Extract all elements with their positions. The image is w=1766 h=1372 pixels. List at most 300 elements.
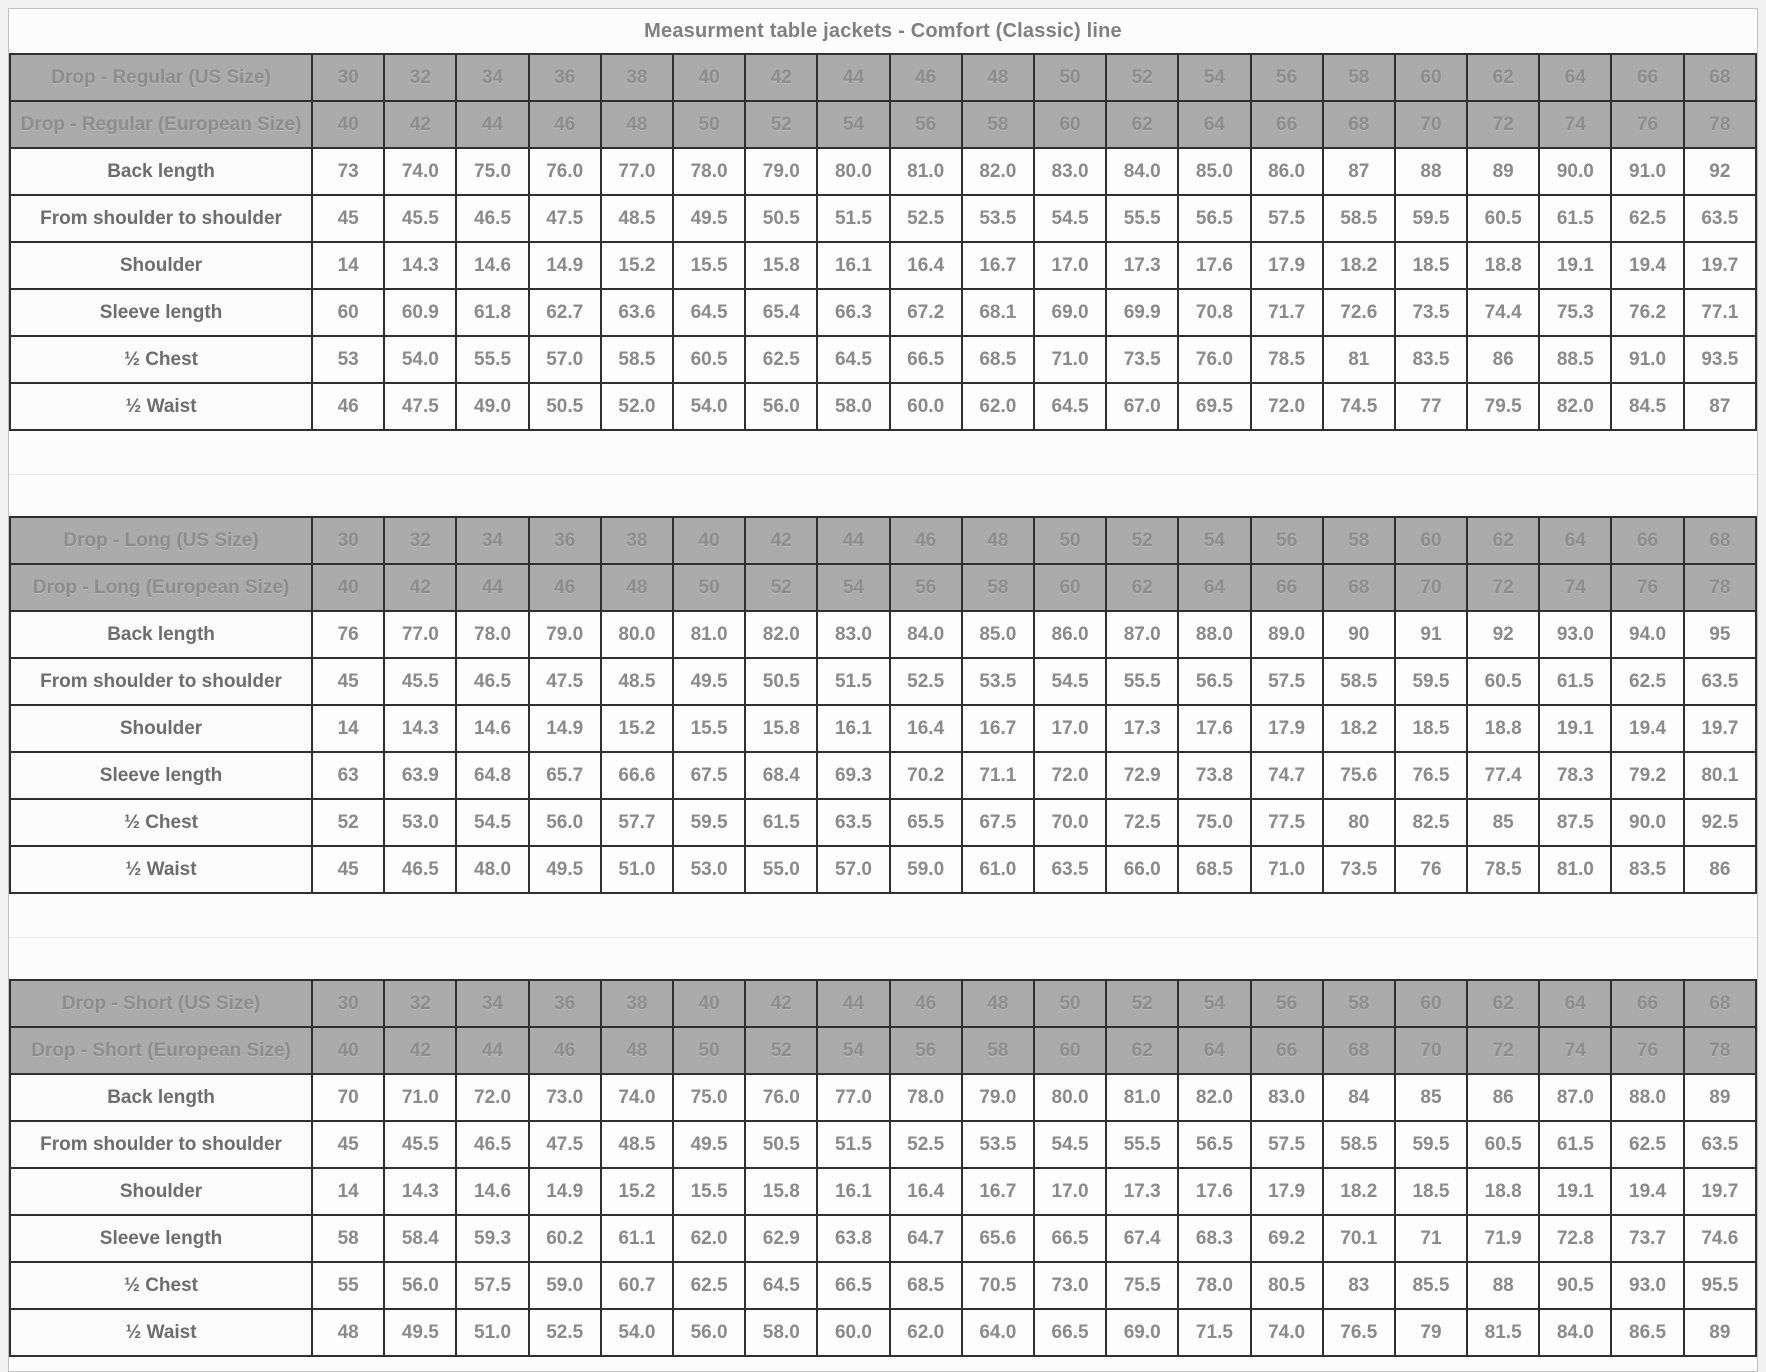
measurement-value-cell: 67.5 xyxy=(962,799,1034,846)
eu-size-cell: 76 xyxy=(1611,101,1683,148)
measurement-value-cell: 75.0 xyxy=(456,148,528,195)
us-size-header-row xyxy=(10,54,1756,101)
measurement-value-cell: 47.5 xyxy=(529,195,601,242)
measurement-value-cell: 82.0 xyxy=(1178,1074,1250,1121)
measurement-value-cell: 56.5 xyxy=(1178,658,1250,705)
measurement-value-cell: 81.0 xyxy=(1106,1074,1178,1121)
eu-size-cell: 78 xyxy=(1684,101,1756,148)
us-size-cell: 32 xyxy=(384,517,456,564)
measurement-value-cell: 89 xyxy=(1684,1074,1756,1121)
measurement-value-cell: 18.5 xyxy=(1395,1168,1467,1215)
measurement-value-cell: 68.4 xyxy=(745,752,817,799)
us-size-cell: 56 xyxy=(1251,980,1323,1027)
measurement-value-cell: 18.5 xyxy=(1395,705,1467,752)
measurement-value-cell: 68.3 xyxy=(1178,1215,1250,1262)
us-size-cell: 64 xyxy=(1539,517,1611,564)
measurement-value-cell: 85.0 xyxy=(962,611,1034,658)
row-label-cell: From shoulder to shoulder xyxy=(10,195,312,242)
measurement-value-cell: 89 xyxy=(1467,148,1539,195)
sections-host xyxy=(9,53,1757,1357)
eu-size-cell: 54 xyxy=(817,101,889,148)
measurement-value-cell: 73 xyxy=(312,148,384,195)
measurement-value-cell: 48.0 xyxy=(456,846,528,893)
measurement-value-cell: 81.0 xyxy=(1539,846,1611,893)
measurement-row xyxy=(10,383,1756,430)
measurement-value-cell: 61.5 xyxy=(1539,1121,1611,1168)
measurement-value-cell: 45 xyxy=(312,1121,384,1168)
eu-size-cell: 48 xyxy=(601,101,673,148)
measurement-value-cell: 61.8 xyxy=(456,289,528,336)
eu-size-cell: 56 xyxy=(890,1027,962,1074)
measurement-value-cell: 54.0 xyxy=(673,383,745,430)
eu-size-cell: 48 xyxy=(601,1027,673,1074)
eu-size-cell: 68 xyxy=(1323,101,1395,148)
measurement-value-cell: 59.5 xyxy=(673,799,745,846)
measurement-value-cell: 86 xyxy=(1467,336,1539,383)
measurement-value-cell: 15.2 xyxy=(601,1168,673,1215)
us-size-cell: 66 xyxy=(1611,980,1683,1027)
measurement-value-cell: 91.0 xyxy=(1611,148,1683,195)
measurement-value-cell: 64.8 xyxy=(456,752,528,799)
measurement-value-cell: 72.6 xyxy=(1323,289,1395,336)
measurement-value-cell: 56.0 xyxy=(384,1262,456,1309)
measurement-value-cell: 47.5 xyxy=(529,1121,601,1168)
row-label-cell: ½ Waist xyxy=(10,846,312,893)
measurement-value-cell: 45 xyxy=(312,658,384,705)
measurement-value-cell: 89 xyxy=(1684,1309,1756,1356)
measurement-value-cell: 77.5 xyxy=(1251,799,1323,846)
measurement-value-cell: 80.0 xyxy=(601,611,673,658)
measurement-value-cell: 88.0 xyxy=(1178,611,1250,658)
row-label-cell: Back length xyxy=(10,611,312,658)
measurement-value-cell: 74.0 xyxy=(1251,1309,1323,1356)
measurement-value-cell: 17.9 xyxy=(1251,705,1323,752)
row-label-cell: ½ Chest xyxy=(10,336,312,383)
us-size-cell: 42 xyxy=(745,980,817,1027)
measurement-value-cell: 76.0 xyxy=(1178,336,1250,383)
us-size-cell: 38 xyxy=(601,517,673,564)
measurement-value-cell: 75.3 xyxy=(1539,289,1611,336)
eu-size-cell: 56 xyxy=(890,101,962,148)
measurement-value-cell: 16.4 xyxy=(890,1168,962,1215)
measurement-value-cell: 75.0 xyxy=(1178,799,1250,846)
measurement-value-cell: 57.5 xyxy=(1251,195,1323,242)
measurement-value-cell: 19.7 xyxy=(1684,242,1756,289)
eu-size-cell: 68 xyxy=(1323,564,1395,611)
measurement-value-cell: 78.0 xyxy=(890,1074,962,1121)
measurement-row xyxy=(10,705,1756,752)
us-size-cell: 68 xyxy=(1684,54,1756,101)
measurement-value-cell: 55.5 xyxy=(1106,195,1178,242)
measurement-value-cell: 53 xyxy=(312,336,384,383)
eu-size-cell: 42 xyxy=(384,564,456,611)
measurement-value-cell: 64.5 xyxy=(745,1262,817,1309)
measurement-value-cell: 46.5 xyxy=(456,1121,528,1168)
measurement-value-cell: 88.5 xyxy=(1539,336,1611,383)
measurement-value-cell: 18.2 xyxy=(1323,705,1395,752)
us-size-cell: 34 xyxy=(456,517,528,564)
measurement-value-cell: 77.0 xyxy=(601,148,673,195)
us-size-cell: 54 xyxy=(1178,980,1250,1027)
us-size-cell: 46 xyxy=(890,980,962,1027)
eu-size-cell: 58 xyxy=(962,564,1034,611)
measurement-value-cell: 83.5 xyxy=(1395,336,1467,383)
measurement-value-cell: 73.8 xyxy=(1178,752,1250,799)
measurement-value-cell: 60.5 xyxy=(1467,195,1539,242)
measurement-value-cell: 51.5 xyxy=(817,658,889,705)
eu-size-cell: 76 xyxy=(1611,1027,1683,1074)
eu-size-cell: 62 xyxy=(1106,564,1178,611)
us-size-cell: 48 xyxy=(962,980,1034,1027)
row-label-cell: ½ Chest xyxy=(10,1262,312,1309)
eu-size-cell: 74 xyxy=(1539,101,1611,148)
measurement-value-cell: 51.0 xyxy=(456,1309,528,1356)
measurement-value-cell: 64.5 xyxy=(1034,383,1106,430)
measurement-value-cell: 84.5 xyxy=(1611,383,1683,430)
us-size-cell: 60 xyxy=(1395,54,1467,101)
us-size-cell: 44 xyxy=(817,54,889,101)
measurement-value-cell: 62.0 xyxy=(890,1309,962,1356)
measurement-value-cell: 73.5 xyxy=(1106,336,1178,383)
measurement-value-cell: 17.3 xyxy=(1106,1168,1178,1215)
measurement-value-cell: 74.4 xyxy=(1467,289,1539,336)
measurement-value-cell: 17.3 xyxy=(1106,705,1178,752)
us-size-cell: 34 xyxy=(456,980,528,1027)
us-size-cell: 68 xyxy=(1684,980,1756,1027)
measurement-value-cell: 17.9 xyxy=(1251,242,1323,289)
measurement-value-cell: 72.5 xyxy=(1106,799,1178,846)
measurement-value-cell: 57.0 xyxy=(529,336,601,383)
measurement-row xyxy=(10,336,1756,383)
measurement-value-cell: 87.5 xyxy=(1539,799,1611,846)
measurement-value-cell: 88 xyxy=(1467,1262,1539,1309)
measurement-value-cell: 89.0 xyxy=(1251,611,1323,658)
measurement-value-cell: 69.0 xyxy=(1034,289,1106,336)
measurement-value-cell: 63.5 xyxy=(1684,658,1756,705)
measurement-value-cell: 83.0 xyxy=(1251,1074,1323,1121)
us-size-cell: 50 xyxy=(1034,517,1106,564)
measurement-value-cell: 77.1 xyxy=(1684,289,1756,336)
measurement-value-cell: 14.3 xyxy=(384,242,456,289)
measurement-value-cell: 80.0 xyxy=(817,148,889,195)
measurement-value-cell: 88.0 xyxy=(1611,1074,1683,1121)
measurement-value-cell: 72.0 xyxy=(1034,752,1106,799)
measurement-value-cell: 54.5 xyxy=(1034,1121,1106,1168)
measurement-value-cell: 63.5 xyxy=(1684,1121,1756,1168)
measurement-value-cell: 69.3 xyxy=(817,752,889,799)
us-size-cell: 56 xyxy=(1251,517,1323,564)
eu-size-cell: 62 xyxy=(1106,1027,1178,1074)
measurement-value-cell: 71.5 xyxy=(1178,1309,1250,1356)
measurement-value-cell: 65.4 xyxy=(745,289,817,336)
measurement-row xyxy=(10,1074,1756,1121)
measurement-value-cell: 79.0 xyxy=(529,611,601,658)
measurement-value-cell: 48.5 xyxy=(601,1121,673,1168)
eu-size-header-label: Drop - Regular (European Size) xyxy=(10,101,312,148)
eu-size-header-label: Drop - Long (European Size) xyxy=(10,564,312,611)
section-gap xyxy=(9,431,1757,516)
measurement-value-cell: 59.0 xyxy=(529,1262,601,1309)
measurement-value-cell: 63.8 xyxy=(817,1215,889,1262)
measurement-value-cell: 94.0 xyxy=(1611,611,1683,658)
measurement-value-cell: 82.0 xyxy=(1539,383,1611,430)
eu-size-cell: 40 xyxy=(312,564,384,611)
us-size-cell: 66 xyxy=(1611,54,1683,101)
measurement-value-cell: 62.5 xyxy=(745,336,817,383)
measurement-value-cell: 84.0 xyxy=(890,611,962,658)
measurement-value-cell: 66.5 xyxy=(1034,1309,1106,1356)
measurement-value-cell: 50.5 xyxy=(745,1121,817,1168)
measurement-value-cell: 60.0 xyxy=(817,1309,889,1356)
measurement-value-cell: 53.0 xyxy=(673,846,745,893)
measurement-value-cell: 52.5 xyxy=(529,1309,601,1356)
measurement-value-cell: 62.5 xyxy=(673,1262,745,1309)
measurement-value-cell: 84.0 xyxy=(1539,1309,1611,1356)
measurement-value-cell: 68.1 xyxy=(962,289,1034,336)
measurement-row xyxy=(10,1121,1756,1168)
measurement-value-cell: 90.5 xyxy=(1539,1262,1611,1309)
measurement-row xyxy=(10,1215,1756,1262)
measurement-value-cell: 77 xyxy=(1395,383,1467,430)
measurement-value-cell: 75.0 xyxy=(673,1074,745,1121)
measurement-value-cell: 64.5 xyxy=(673,289,745,336)
measurement-value-cell: 59.5 xyxy=(1395,1121,1467,1168)
measurement-value-cell: 60.5 xyxy=(673,336,745,383)
eu-size-cell: 60 xyxy=(1034,1027,1106,1074)
measurement-value-cell: 66.6 xyxy=(601,752,673,799)
measurement-value-cell: 79.5 xyxy=(1467,383,1539,430)
measurement-row xyxy=(10,752,1756,799)
measurement-value-cell: 47.5 xyxy=(529,658,601,705)
measurement-value-cell: 79.2 xyxy=(1611,752,1683,799)
measurement-value-cell: 19.4 xyxy=(1611,1168,1683,1215)
eu-size-cell: 56 xyxy=(890,564,962,611)
measurement-value-cell: 58.5 xyxy=(1323,1121,1395,1168)
measurement-row xyxy=(10,658,1756,705)
measurement-value-cell: 60.2 xyxy=(529,1215,601,1262)
measurement-value-cell: 17.0 xyxy=(1034,705,1106,752)
us-size-header-row xyxy=(10,980,1756,1027)
measurement-value-cell: 58.4 xyxy=(384,1215,456,1262)
eu-size-cell: 64 xyxy=(1178,1027,1250,1074)
measurement-value-cell: 19.4 xyxy=(1611,705,1683,752)
eu-size-cell: 66 xyxy=(1251,101,1323,148)
measurement-value-cell: 70.0 xyxy=(1034,799,1106,846)
measurement-value-cell: 93.5 xyxy=(1684,336,1756,383)
measurement-value-cell: 80.0 xyxy=(1034,1074,1106,1121)
measurement-value-cell: 50.5 xyxy=(745,195,817,242)
measurement-value-cell: 73.5 xyxy=(1323,846,1395,893)
us-size-cell: 42 xyxy=(745,54,817,101)
measurement-value-cell: 46.5 xyxy=(384,846,456,893)
measurement-value-cell: 17.0 xyxy=(1034,1168,1106,1215)
measurement-value-cell: 49.5 xyxy=(384,1309,456,1356)
measurement-value-cell: 14.9 xyxy=(529,705,601,752)
measurement-value-cell: 64.5 xyxy=(817,336,889,383)
us-size-cell: 64 xyxy=(1539,980,1611,1027)
measurement-value-cell: 54.5 xyxy=(1034,195,1106,242)
measurement-table-frame xyxy=(8,8,1758,1372)
measurement-value-cell: 17.9 xyxy=(1251,1168,1323,1215)
measurement-value-cell: 57.0 xyxy=(817,846,889,893)
measurement-value-cell: 47.5 xyxy=(384,383,456,430)
measurement-value-cell: 69.9 xyxy=(1106,289,1178,336)
eu-size-cell: 48 xyxy=(601,564,673,611)
measurement-value-cell: 71.0 xyxy=(1251,846,1323,893)
measurement-value-cell: 17.3 xyxy=(1106,242,1178,289)
measurement-value-cell: 92 xyxy=(1684,148,1756,195)
measurement-value-cell: 67.0 xyxy=(1106,383,1178,430)
eu-size-cell: 50 xyxy=(673,564,745,611)
measurement-value-cell: 67.4 xyxy=(1106,1215,1178,1262)
measurement-value-cell: 83.5 xyxy=(1611,846,1683,893)
us-size-cell: 48 xyxy=(962,517,1034,564)
measurement-value-cell: 14.9 xyxy=(529,1168,601,1215)
measurement-value-cell: 78.0 xyxy=(456,611,528,658)
eu-size-cell: 74 xyxy=(1539,1027,1611,1074)
eu-size-cell: 52 xyxy=(745,1027,817,1074)
measurement-value-cell: 16.4 xyxy=(890,705,962,752)
row-label-cell: ½ Waist xyxy=(10,383,312,430)
measurement-value-cell: 45.5 xyxy=(384,658,456,705)
measurement-value-cell: 57.7 xyxy=(601,799,673,846)
measurement-value-cell: 63.6 xyxy=(601,289,673,336)
measurement-value-cell: 75.6 xyxy=(1323,752,1395,799)
measurement-value-cell: 56.0 xyxy=(745,383,817,430)
measurement-value-cell: 52.5 xyxy=(890,195,962,242)
measurement-value-cell: 16.7 xyxy=(962,705,1034,752)
measurement-value-cell: 95.5 xyxy=(1684,1262,1756,1309)
measurement-value-cell: 74.6 xyxy=(1684,1215,1756,1262)
us-size-cell: 42 xyxy=(745,517,817,564)
eu-size-cell: 42 xyxy=(384,1027,456,1074)
row-label-cell: Back length xyxy=(10,1074,312,1121)
measurement-value-cell: 15.8 xyxy=(745,1168,817,1215)
measurement-value-cell: 76.0 xyxy=(745,1074,817,1121)
measurement-value-cell: 84 xyxy=(1323,1074,1395,1121)
measurement-row xyxy=(10,1168,1756,1215)
measurement-value-cell: 55.5 xyxy=(1106,1121,1178,1168)
measurement-value-cell: 15.8 xyxy=(745,705,817,752)
measurement-value-cell: 87 xyxy=(1684,383,1756,430)
row-label-cell: From shoulder to shoulder xyxy=(10,1121,312,1168)
measurement-value-cell: 74.0 xyxy=(601,1074,673,1121)
eu-size-cell: 74 xyxy=(1539,564,1611,611)
us-size-header-label: Drop - Short (US Size) xyxy=(10,980,312,1027)
measurement-value-cell: 71.7 xyxy=(1251,289,1323,336)
measurement-value-cell: 19.7 xyxy=(1684,1168,1756,1215)
measurement-table-short xyxy=(9,979,1757,1357)
eu-size-cell: 78 xyxy=(1684,564,1756,611)
measurement-value-cell: 66.0 xyxy=(1106,846,1178,893)
measurement-value-cell: 63.5 xyxy=(1684,195,1756,242)
eu-size-cell: 54 xyxy=(817,1027,889,1074)
us-size-cell: 50 xyxy=(1034,54,1106,101)
measurement-value-cell: 87 xyxy=(1323,148,1395,195)
measurement-value-cell: 53.0 xyxy=(384,799,456,846)
measurement-value-cell: 74.5 xyxy=(1323,383,1395,430)
us-size-cell: 30 xyxy=(312,517,384,564)
measurement-value-cell: 76 xyxy=(312,611,384,658)
measurement-value-cell: 79 xyxy=(1395,1309,1467,1356)
row-label-cell: ½ Chest xyxy=(10,799,312,846)
measurement-value-cell: 52.5 xyxy=(890,1121,962,1168)
measurement-value-cell: 74.7 xyxy=(1251,752,1323,799)
measurement-value-cell: 81.0 xyxy=(673,611,745,658)
eu-size-cell: 58 xyxy=(962,1027,1034,1074)
measurement-value-cell: 14 xyxy=(312,242,384,289)
measurement-value-cell: 49.5 xyxy=(673,658,745,705)
measurement-value-cell: 66.5 xyxy=(890,336,962,383)
eu-size-cell: 58 xyxy=(962,101,1034,148)
measurement-value-cell: 15.2 xyxy=(601,242,673,289)
measurement-row xyxy=(10,289,1756,336)
measurement-value-cell: 69.2 xyxy=(1251,1215,1323,1262)
measurement-value-cell: 90 xyxy=(1323,611,1395,658)
us-size-cell: 52 xyxy=(1106,54,1178,101)
measurement-value-cell: 48.5 xyxy=(601,195,673,242)
measurement-value-cell: 18.5 xyxy=(1395,242,1467,289)
measurement-value-cell: 65.5 xyxy=(890,799,962,846)
measurement-value-cell: 63.9 xyxy=(384,752,456,799)
measurement-value-cell: 62.5 xyxy=(1611,1121,1683,1168)
measurement-value-cell: 52 xyxy=(312,799,384,846)
measurement-value-cell: 86.5 xyxy=(1611,1309,1683,1356)
measurement-row xyxy=(10,611,1756,658)
measurement-value-cell: 61.5 xyxy=(745,799,817,846)
eu-size-header-row xyxy=(10,1027,1756,1074)
measurement-value-cell: 55.5 xyxy=(456,336,528,383)
eu-size-cell: 70 xyxy=(1395,101,1467,148)
measurement-value-cell: 63.5 xyxy=(817,799,889,846)
measurement-value-cell: 82.0 xyxy=(962,148,1034,195)
measurement-value-cell: 76.5 xyxy=(1395,752,1467,799)
eu-size-cell: 64 xyxy=(1178,564,1250,611)
eu-size-cell: 60 xyxy=(1034,101,1106,148)
measurement-value-cell: 78.0 xyxy=(1178,1262,1250,1309)
measurement-value-cell: 53.5 xyxy=(962,658,1034,705)
measurement-value-cell: 63.5 xyxy=(1034,846,1106,893)
measurement-value-cell: 76.0 xyxy=(529,148,601,195)
measurement-value-cell: 88 xyxy=(1395,148,1467,195)
measurement-value-cell: 77.0 xyxy=(384,611,456,658)
measurement-value-cell: 71.0 xyxy=(384,1074,456,1121)
measurement-value-cell: 85.0 xyxy=(1178,148,1250,195)
measurement-value-cell: 57.5 xyxy=(456,1262,528,1309)
eu-size-cell: 72 xyxy=(1467,1027,1539,1074)
us-size-header-label: Drop - Regular (US Size) xyxy=(10,54,312,101)
measurement-value-cell: 70.1 xyxy=(1323,1215,1395,1262)
section-gap-divider xyxy=(9,937,1757,938)
measurement-row xyxy=(10,1309,1756,1356)
measurement-value-cell: 57.5 xyxy=(1251,658,1323,705)
eu-size-cell: 42 xyxy=(384,101,456,148)
measurement-value-cell: 78.5 xyxy=(1251,336,1323,383)
measurement-value-cell: 81 xyxy=(1323,336,1395,383)
measurement-value-cell: 14.3 xyxy=(384,1168,456,1215)
eu-size-cell: 66 xyxy=(1251,1027,1323,1074)
measurement-value-cell: 16.1 xyxy=(817,242,889,289)
measurement-value-cell: 14 xyxy=(312,1168,384,1215)
us-size-cell: 30 xyxy=(312,54,384,101)
eu-size-cell: 64 xyxy=(1178,101,1250,148)
measurement-row xyxy=(10,242,1756,289)
measurement-value-cell: 82.5 xyxy=(1395,799,1467,846)
measurement-value-cell: 70.8 xyxy=(1178,289,1250,336)
eu-size-cell: 72 xyxy=(1467,564,1539,611)
us-size-cell: 46 xyxy=(890,54,962,101)
row-label-cell: Sleeve length xyxy=(10,752,312,799)
